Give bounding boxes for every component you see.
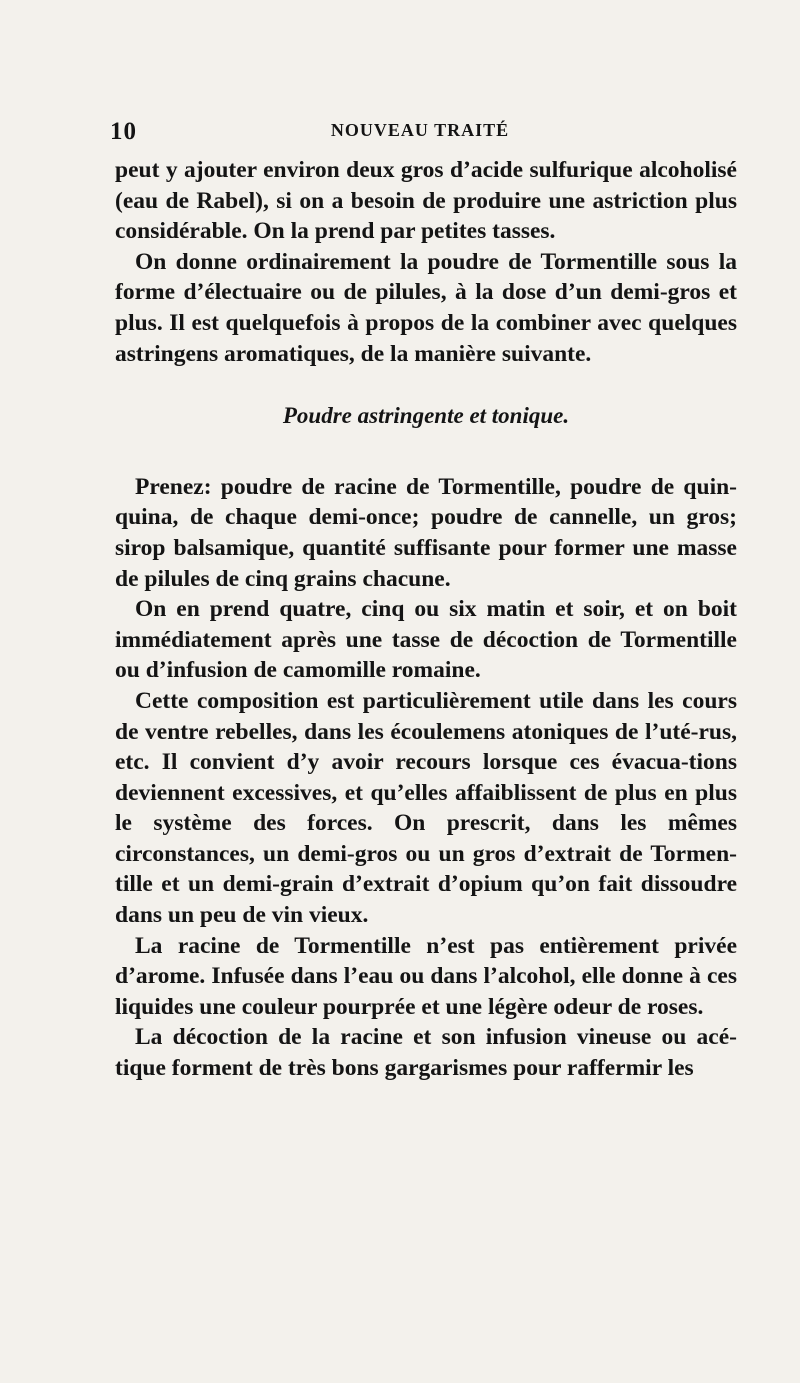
body-text xyxy=(115,155,737,1084)
page-header xyxy=(110,118,730,148)
paragraph: On en prend quatre, cinq ou six matin et soir, et on boit immédiatement après une tasse de décoction de Tormentille ou d’infusion de camomille romaine. xyxy=(115,596,737,684)
paragraph: Prenez: poudre de racine de Tormentille, poudre de quin-quina, de chaque demi-once; poudre de cannelle, un gros; sirop balsamique, quantité suffisante pour former une masse de pilules de cinq grains chacune. xyxy=(115,473,737,592)
paragraph: Cette composition est particulièrement utile dans les cours de ventre rebelles, dans les écoulemens atoniques de l’uté-rus, etc. Il convient d’y avoir recours lorsque ces évacua-tions deviennent excessives, et qu’elles affaiblissent de plus en plus le système des forces. On prescrit, dans les mêmes circonstances, un demi-gros ou un gros d’extrait de Tormen-tille et un demi-grain d’extrait d’opium qu’on fait dissoudre dans un peu de vin vieux. xyxy=(115,687,737,929)
paragraph: La racine de Tormentille n’est pas entièrement privée d’arome. Infusée dans l’eau ou dans l’alcohol, elle donne à ces liquides une couleur pourprée et une légère odeur de roses. xyxy=(115,932,737,1020)
paragraph: On donne ordinairement la poudre de Tormentille sous la forme d’électuaire ou de pilules, à la dose d’un demi-gros et plus. Il est quelquefois à propos de la combiner avec quelques astringens aromatiques, de la manière suivante. xyxy=(115,248,737,367)
section-title: Poudre astringente et tonique. xyxy=(282,403,570,429)
running-title: NOUVEAU TRAITÉ xyxy=(330,120,510,140)
paragraph-continuation: peut y ajouter environ deux gros d’acide sulfurique alcoholisé (eau de Rabel), si on a besoin de produire une astriction plus considérable. On la prend par petites tasses. xyxy=(115,157,737,245)
paragraph: La décoction de la racine et son infusion vineuse ou acé-tique forment de très bons gargarismes pour raffermir les xyxy=(115,1024,737,1082)
page-number: 10 xyxy=(110,118,137,145)
